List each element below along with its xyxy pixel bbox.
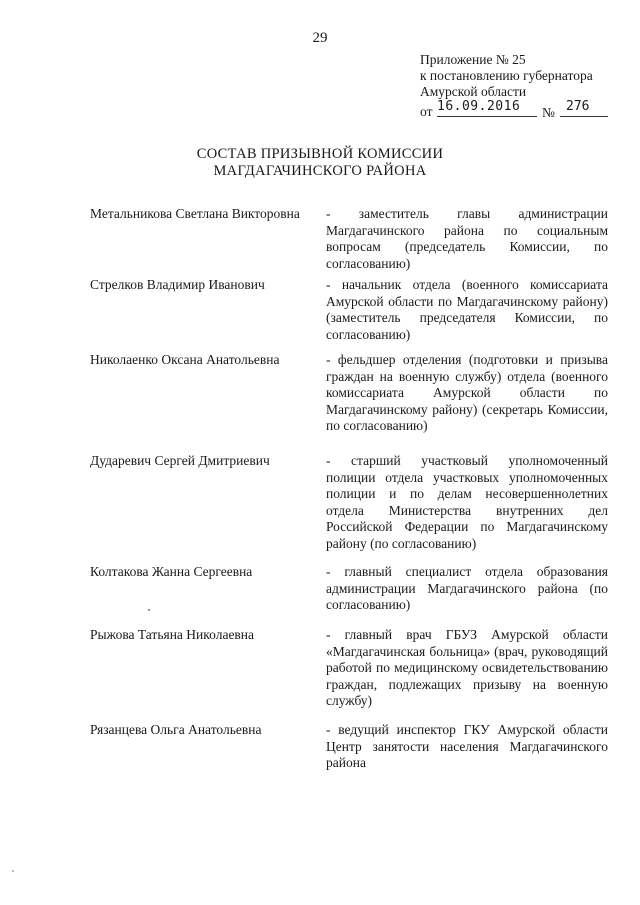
scan-speck xyxy=(12,870,14,872)
decree-date: 16.09.2016 xyxy=(437,99,521,114)
title-line-2: МАГДАГАЧИНСКОГО РАЙОНА xyxy=(213,163,427,179)
member-row xyxy=(90,277,610,352)
decree-number: 276 xyxy=(566,99,590,114)
member-role: - ведущий инспектор ГКУ Амурской области Центр занятости населения Магдагачинского района xyxy=(326,722,608,770)
member-name: Дударевич Сергей Дмитриевич xyxy=(90,453,270,468)
member-role: - главный специалист отдела образования администрации Магдагачинского района (по согласованию) xyxy=(326,564,608,612)
member-row xyxy=(90,627,610,722)
page-number: 29 xyxy=(312,30,328,46)
date-underline xyxy=(437,116,537,117)
from-label: от xyxy=(420,104,433,119)
member-role: - заместитель главы администрации Магдагачинского района по социальным вопросам (председатель Комиссии, по согласованию) xyxy=(326,206,608,271)
member-role: - начальник отдела (военного комиссариата Амурской области по Магдагачинскому району) (заместитель председателя Комиссии, по согласованию) xyxy=(326,277,608,342)
number-label: № xyxy=(542,105,555,120)
appendix-header xyxy=(420,52,620,120)
member-name: Николаенко Оксана Анатольевна xyxy=(90,352,280,367)
member-row xyxy=(90,352,610,453)
member-row xyxy=(90,722,610,782)
document-title xyxy=(0,146,640,180)
member-name: Рыжова Татьяна Николаевна xyxy=(90,627,255,642)
member-row xyxy=(90,206,610,277)
member-name: Стрелков Владимир Иванович xyxy=(90,277,265,292)
appendix-date-row xyxy=(420,100,620,120)
member-role: - старший участковый уполномоченный полиции отдела участковых уполномоченных полиции и по делам несовершеннолетних отдела Министерства внутренних дел Российской Федерации по Магдагачинскому району (по согласованию) xyxy=(326,453,608,551)
member-role: - главный врач ГБУЗ Амурской области «Магдагачинская больница» (врач, руководящий работой по медицинскому освидетельствованию граждан, подлежащих призыву на военную службу) xyxy=(326,627,608,708)
scan-speck xyxy=(148,609,150,611)
member-name: Рязанцева Ольга Анатольевна xyxy=(90,722,262,737)
appendix-line-1: Приложение № 25 xyxy=(420,52,526,67)
title-line-1: СОСТАВ ПРИЗЫВНОЙ КОМИССИИ xyxy=(196,146,444,162)
member-row xyxy=(90,453,610,564)
commission-members-list xyxy=(90,206,610,782)
member-name: Колтакова Жанна Сергеевна xyxy=(90,564,253,579)
member-row xyxy=(90,564,610,627)
member-role: - фельдшер отделения (подготовки и призыва граждан на военную службу) отдела (военного комиссариата Амурской области по Магдагачинскому району) (секретарь Комиссии, по согласованию) xyxy=(326,352,608,433)
member-name: Метальникова Светлана Викторовна xyxy=(90,206,300,221)
appendix-line-3: Амурской области xyxy=(420,84,527,99)
number-underline xyxy=(560,116,608,117)
appendix-line-2: к постановлению губернатора xyxy=(420,68,593,83)
